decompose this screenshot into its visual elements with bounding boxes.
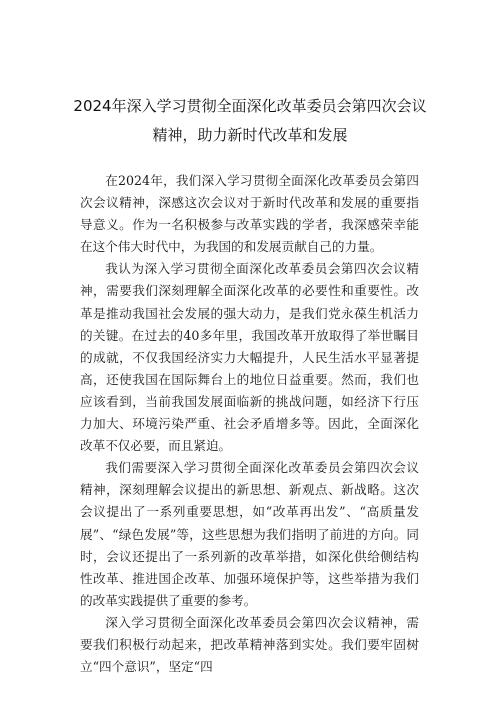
- paragraph-4: 深入学习贯彻全面深化改革委员会第四次会议精神，需要我们积极行动起来，把改革精神落到实处。我们要牢固树立“四个意识”，坚定“四: [80, 614, 419, 675]
- document-body: [80, 170, 419, 678]
- paragraph-2: 我认为深入学习贯彻全面深化改革委员会第四次会议精神，需要我们深刻理解全面深化改革的必要性和重要性。改革是推动我国社会发展的强大动力，是我们党永葆生机活力的关键。在过去的40多年里，我国改革开放取得了举世瞩目的成就，不仅我国经济实力大幅提升，人民生活水平显著提高，还使我国在国际舞台上的地位日益重要。然而，我们也应该看到，当前我国发展面临新的挑战问题，如经济下行压力加大、环境污染严重、社会矛盾增多等。因此，全面深化改革不仅必要，而且紧迫。: [80, 261, 419, 454]
- document-title: 2024年深入学习贯彻全面深化改革委员会第四次会议精神，助力新时代改革和发展: [73, 97, 427, 144]
- paragraph-3: 我们需要深入学习贯彻全面深化改革委员会第四次会议精神，深刻理解会议提出的新思想、新观点、新战略。这次会议提出了一系列重要思想，如“改革再出发”、“高质量发展”、“绿色发展”等，这些思想为我们指明了前进的方向。同时，会议还提出了一系列新的改革举措，如深化供给侧结构性改革、推进国企改革、加强环境保护等，这些举措为我们的改革实践提供了重要的参考。: [80, 460, 419, 608]
- paragraph-1: 在2024年，我们深入学习贯彻全面深化改革委员会第四次会议精神，深感这次会议对于新时代改革和发展的重要指导意义。作为一名积极参与改革实践的学者，我深感荣幸能在这个伟大时代中，为我国的和发展贡献自己的力量。: [80, 173, 419, 255]
